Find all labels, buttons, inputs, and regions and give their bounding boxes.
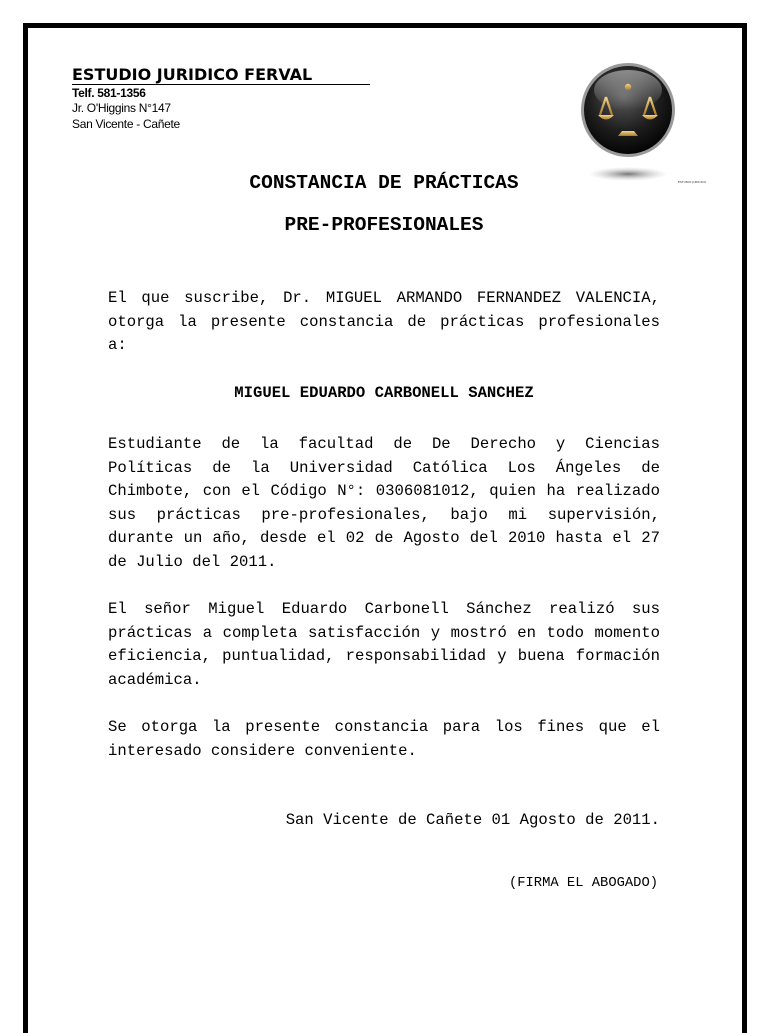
firm-name: ESTUDIO JURIDICO FERVAL [72,65,370,85]
document-title-line1: CONSTANCIA DE PRÁCTICAS [249,172,519,194]
student-name: MIGUEL EDUARDO CARBONELL SANCHEZ [234,384,534,402]
document-title-line2: PRE-PROFESIONALES [284,214,484,236]
firm-phone: Telf. 581-1356 [72,86,146,100]
intro-paragraph: El que suscribe, Dr. MIGUEL ARMANDO FERNANDEZ VALENCIA, otorga la presente constancia de prácticas profesionales a: [108,289,660,354]
closing-paragraph: Se otorga la presente constancia para los fines que el interesado considere conveniente. [108,718,660,760]
place-date: San Vicente de Cañete 01 Agosto de 2011. [285,811,660,829]
logo-caption: ESTUDIO JURIDICO [678,180,707,184]
details-paragraph: Estudiante de la facultad de De Derecho y Ciencias Políticas de la Universidad Católica Los Ángeles de Chimbote, con el Código N°: 0306081012, quien ha realizado sus prácticas pre-profesionales, bajo mi supervisión, durante un año, desde el 02 de Agosto del 2010 hasta el 27 de Julio del 2011. [108,435,660,571]
scales-of-justice-icon [576,60,707,190]
firm-address: Jr. O'Higgins N°147 [72,101,171,115]
signature-line: (FIRMA EL ABOGADO) [508,876,658,891]
evaluation-paragraph: El señor Miguel Eduardo Carbonell Sánchez realizó sus prácticas a completa satisfacción y mostró en todo momento eficiencia, puntualidad, responsabilidad y buena formación académica. [108,600,660,689]
firm-city: San Vicente - Cañete [72,117,180,131]
